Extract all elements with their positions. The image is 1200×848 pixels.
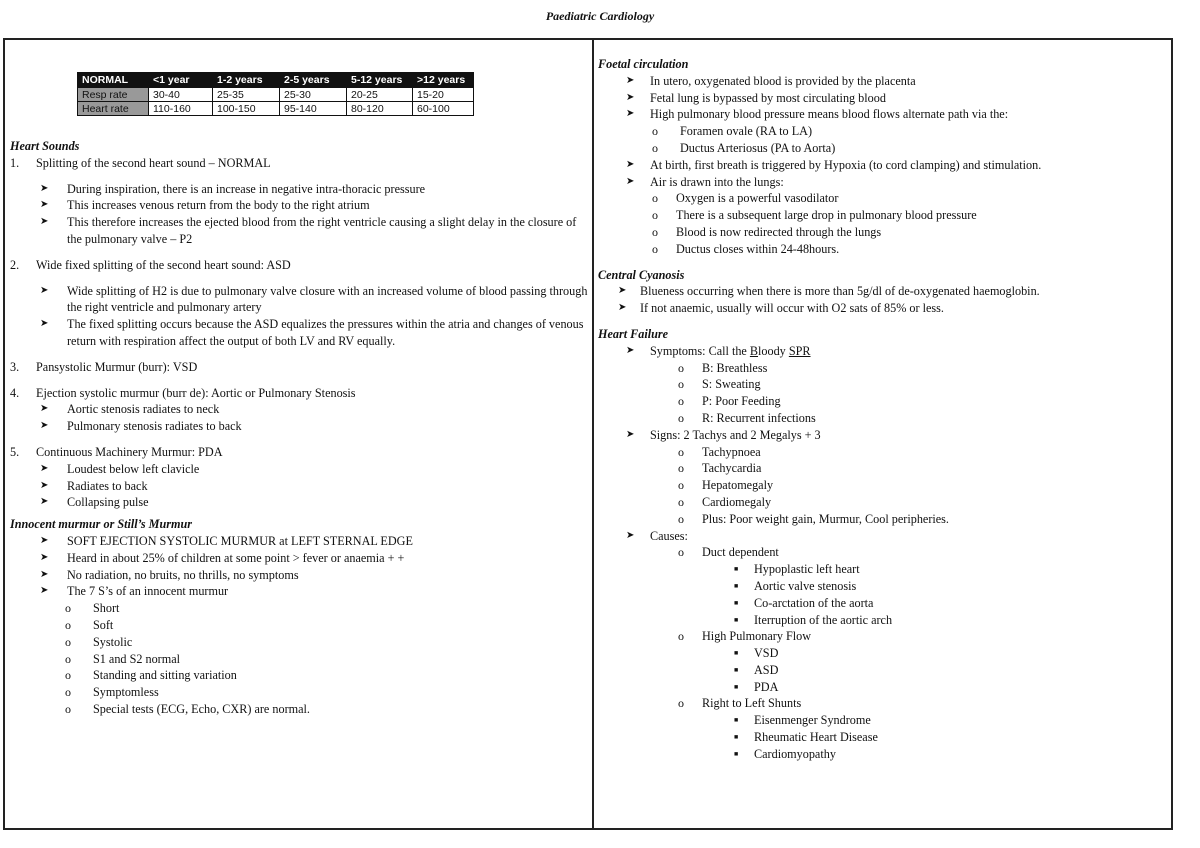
circle-bullet-icon: o bbox=[65, 668, 71, 683]
foetal-circulation-heading: Foetal circulation bbox=[598, 57, 689, 71]
table-header-cell: <1 year bbox=[149, 73, 213, 88]
arrow-bullet-icon: ➤ bbox=[40, 479, 49, 491]
list-item: 4. Ejection systolic murmur (burr de): Aortic or Pulmonary Stenosis bbox=[10, 385, 356, 400]
heart-sounds-heading: Heart Sounds bbox=[10, 139, 80, 153]
central-cyanosis-heading: Central Cyanosis bbox=[598, 267, 685, 282]
list-item: ➤ Radiates to back bbox=[40, 478, 148, 493]
page-title: Paediatric Cardiology bbox=[545, 9, 655, 23]
table-row-label: Resp rate bbox=[78, 88, 149, 102]
list-item: ➤ Heard in about 25% of children at some point > fever or anaemia + + bbox=[40, 550, 405, 565]
arrow-bullet-icon: ➤ bbox=[40, 284, 49, 296]
list-item: ■ ASD bbox=[734, 662, 779, 677]
square-bullet-icon: ■ bbox=[734, 665, 739, 674]
arrow-bullet-icon: ➤ bbox=[626, 529, 635, 541]
table-cell: 20-25 bbox=[347, 88, 413, 102]
circle-bullet-icon: o bbox=[652, 124, 658, 139]
list-item: ■ Hypoplastic left heart bbox=[734, 562, 860, 577]
list-item: o Right to Left Shunts bbox=[678, 696, 802, 711]
square-bullet-icon: ■ bbox=[734, 733, 739, 742]
circle-bullet-icon: o bbox=[65, 685, 71, 700]
left-column bbox=[10, 138, 588, 718]
list-item: 2. Wide fixed splitting of the second heart sound: ASD bbox=[10, 257, 291, 272]
column-divider bbox=[592, 40, 594, 828]
table-cell: 60-100 bbox=[413, 102, 474, 116]
table-cell: 15-20 bbox=[413, 88, 474, 102]
square-bullet-icon: ■ bbox=[734, 615, 739, 624]
circle-bullet-icon: o bbox=[652, 191, 658, 206]
square-bullet-icon: ■ bbox=[734, 749, 739, 758]
circle-bullet-icon: o bbox=[652, 241, 658, 256]
list-item: ■ Eisenmenger Syndrome bbox=[734, 713, 871, 728]
list-item: 3. Pansystolic Murmur (burr): VSD bbox=[10, 359, 198, 374]
innocent-murmur-heading: Innocent murmur or Still’s Murmur bbox=[10, 517, 192, 532]
square-bullet-icon: ■ bbox=[734, 598, 739, 607]
circle-bullet-icon: o bbox=[652, 140, 658, 155]
list-item: o Standing and sitting variation bbox=[65, 668, 237, 683]
circle-bullet-icon: o bbox=[678, 545, 684, 560]
circle-bullet-icon: o bbox=[65, 617, 71, 632]
list-item: o Cardiomegaly bbox=[678, 494, 772, 509]
list-item: ➤ Blueness occurring when there is more than 5g/dl of de-oxygenated haemoglobin. bbox=[618, 284, 1040, 299]
arrow-bullet-icon: ➤ bbox=[40, 216, 49, 228]
list-item: o B: Breathless bbox=[678, 360, 768, 375]
table-cell: 100-150 bbox=[213, 102, 280, 116]
list-item: ➤ Collapsing pulse bbox=[40, 495, 149, 510]
circle-bullet-icon: o bbox=[652, 208, 658, 223]
circle-bullet-icon: o bbox=[678, 494, 684, 509]
arrow-bullet-icon: ➤ bbox=[626, 428, 635, 440]
arrow-bullet-icon: ➤ bbox=[40, 585, 49, 597]
circle-bullet-icon: o bbox=[65, 701, 71, 716]
list-item: o Symptomless bbox=[65, 685, 159, 700]
arrow-bullet-icon: ➤ bbox=[40, 496, 49, 508]
list-item: o Ductus Arteriosus (PA to Aorta) bbox=[652, 140, 836, 155]
table-cell: 25-35 bbox=[213, 88, 280, 102]
list-item: ➤ Loudest below left clavicle bbox=[40, 461, 200, 476]
list-item: o Oxygen is a powerful vasodilator bbox=[652, 191, 839, 206]
arrow-bullet-icon: ➤ bbox=[626, 74, 635, 86]
list-item: o Short bbox=[65, 601, 120, 616]
list-item: o Blood is now redirected through the lungs bbox=[652, 224, 882, 239]
list-item: ■ Iterruption of the aortic arch bbox=[734, 612, 893, 627]
arrow-bullet-icon: ➤ bbox=[40, 551, 49, 563]
list-item: ➤ The fixed splitting occurs because the ASD equalizes the pressures within the atria and changes of venous return with respiration affect the output of both LV and RV equally. bbox=[40, 317, 584, 348]
list-item: ➤ High pulmonary blood pressure means blood flows alternate path via the: bbox=[626, 107, 1009, 122]
list-item: ➤ If not anaemic, usually will occur with O2 sats of 85% or less. bbox=[618, 301, 944, 316]
list-item: ■ Rheumatic Heart Disease bbox=[734, 730, 878, 745]
list-item: ■ PDA bbox=[734, 679, 779, 694]
arrow-bullet-icon: ➤ bbox=[618, 302, 627, 314]
normal-values-table bbox=[77, 72, 474, 116]
list-item: 5. Continuous Machinery Murmur: PDA bbox=[10, 444, 223, 459]
table-header-cell: >12 years bbox=[413, 73, 474, 88]
table-row-label: Heart rate bbox=[78, 102, 149, 116]
list-item: o S1 and S2 normal bbox=[65, 651, 181, 666]
list-item: o Hepatomegaly bbox=[678, 478, 774, 493]
table-header-cell: NORMAL bbox=[78, 73, 149, 88]
arrow-bullet-icon: ➤ bbox=[626, 91, 635, 103]
arrow-bullet-icon: ➤ bbox=[40, 568, 49, 580]
circle-bullet-icon: o bbox=[65, 651, 71, 666]
list-item: ➤ Air is drawn into the lungs: bbox=[626, 174, 784, 189]
table-cell: 80-120 bbox=[347, 102, 413, 116]
list-item: ➤ During inspiration, there is an increase in negative intra-thoracic pressure bbox=[40, 181, 426, 196]
table-row bbox=[78, 102, 474, 116]
list-item: o Foramen ovale (RA to LA) bbox=[652, 124, 813, 139]
list-item: ➤ In utero, oxygenated blood is provided by the placenta bbox=[626, 73, 916, 88]
square-bullet-icon: ■ bbox=[734, 649, 739, 658]
arrow-bullet-icon: ➤ bbox=[626, 158, 635, 170]
arrow-bullet-icon: ➤ bbox=[40, 462, 49, 474]
square-bullet-icon: ■ bbox=[734, 565, 739, 574]
square-bullet-icon: ■ bbox=[734, 716, 739, 725]
list-item: o S: Sweating bbox=[678, 377, 761, 392]
table-cell: 30-40 bbox=[149, 88, 213, 102]
table-header-row bbox=[78, 73, 474, 88]
list-item: o Soft bbox=[65, 617, 114, 632]
list-item: ➤ This increases venous return from the body to the right atrium bbox=[40, 198, 370, 213]
list-item: ➤ Symptoms: Call the Bloody SPR bbox=[626, 343, 811, 358]
list-item: o P: Poor Feeding bbox=[678, 394, 781, 409]
circle-bullet-icon: o bbox=[652, 224, 658, 239]
list-item: ➤ No radiation, no bruits, no thrills, no symptoms bbox=[40, 567, 299, 582]
right-column bbox=[598, 56, 1168, 763]
circle-bullet-icon: o bbox=[65, 634, 71, 649]
list-item: o Duct dependent bbox=[678, 545, 779, 560]
arrow-bullet-icon: ➤ bbox=[626, 344, 635, 356]
table-row bbox=[78, 88, 474, 102]
circle-bullet-icon: o bbox=[678, 629, 684, 644]
circle-bullet-icon: o bbox=[678, 444, 684, 459]
list-item: o There is a subsequent large drop in pulmonary blood pressure bbox=[652, 208, 977, 223]
arrow-bullet-icon: ➤ bbox=[40, 403, 49, 415]
list-item: ■ Co-arctation of the aorta bbox=[734, 595, 874, 610]
table-header-cell: 2-5 years bbox=[280, 73, 347, 88]
circle-bullet-icon: o bbox=[678, 478, 684, 493]
arrow-bullet-icon: ➤ bbox=[40, 420, 49, 432]
list-item: o Tachypnoea bbox=[678, 444, 761, 459]
list-item: 1. Splitting of the second heart sound – NORMAL bbox=[10, 155, 271, 170]
circle-bullet-icon: o bbox=[678, 511, 684, 526]
circle-bullet-icon: o bbox=[678, 394, 684, 409]
circle-bullet-icon: o bbox=[678, 360, 684, 375]
list-item: ➤ Signs: 2 Tachys and 2 Megalys + 3 bbox=[626, 427, 821, 442]
circle-bullet-icon: o bbox=[678, 461, 684, 476]
table-cell: 95-140 bbox=[280, 102, 347, 116]
table-header-cell: 5-12 years bbox=[347, 73, 413, 88]
list-item: ➤ The 7 S’s of an innocent murmur bbox=[40, 584, 229, 599]
list-item: ➤ SOFT EJECTION SYSTOLIC MURMUR at LEFT STERNAL EDGE bbox=[40, 533, 413, 548]
circle-bullet-icon: o bbox=[678, 696, 684, 711]
list-item: o R: Recurrent infections bbox=[678, 410, 816, 425]
list-item: o Plus: Poor weight gain, Murmur, Cool peripheries. bbox=[678, 511, 949, 526]
arrow-bullet-icon: ➤ bbox=[40, 199, 49, 211]
arrow-bullet-icon: ➤ bbox=[618, 285, 627, 297]
square-bullet-icon: ■ bbox=[734, 581, 739, 590]
list-item: ■ VSD bbox=[734, 646, 779, 661]
arrow-bullet-icon: ➤ bbox=[40, 318, 49, 330]
arrow-bullet-icon: ➤ bbox=[40, 534, 49, 546]
list-item: ➤ This therefore increases the ejected blood from the right ventricle causing a slight delay in the closure of the pulmonary valve – P2 bbox=[40, 215, 577, 246]
table-header-cell: 1-2 years bbox=[213, 73, 280, 88]
heart-failure-heading: Heart Failure bbox=[598, 326, 669, 341]
square-bullet-icon: ■ bbox=[734, 682, 739, 691]
circle-bullet-icon: o bbox=[65, 601, 71, 616]
circle-bullet-icon: o bbox=[678, 377, 684, 392]
content-frame bbox=[3, 38, 1173, 830]
list-item: ➤ At birth, first breath is triggered by Hypoxia (to cord clamping) and stimulation. bbox=[626, 157, 1042, 172]
arrow-bullet-icon: ➤ bbox=[40, 182, 49, 194]
arrow-bullet-icon: ➤ bbox=[626, 175, 635, 187]
list-item: ➤ Wide splitting of H2 is due to pulmonary valve closure with an increased volume of blood passing through the right ventricle and pulmonary artery bbox=[40, 283, 588, 315]
list-item: ➤ Causes: bbox=[626, 528, 688, 543]
list-item: ■ Aortic valve stenosis bbox=[734, 578, 857, 593]
table-cell: 25-30 bbox=[280, 88, 347, 102]
list-item: ➤ Pulmonary stenosis radiates to back bbox=[40, 419, 242, 434]
list-item: o Systolic bbox=[65, 634, 133, 649]
list-item: o Tachycardia bbox=[678, 461, 762, 476]
list-item: o Ductus closes within 24-48hours. bbox=[652, 241, 840, 256]
arrow-bullet-icon: ➤ bbox=[626, 108, 635, 120]
list-item: o High Pulmonary Flow bbox=[678, 629, 812, 644]
list-item: ➤ Fetal lung is bypassed by most circulating blood bbox=[626, 90, 886, 105]
list-item: ➤ Aortic stenosis radiates to neck bbox=[40, 402, 220, 417]
circle-bullet-icon: o bbox=[678, 410, 684, 425]
table-cell: 110-160 bbox=[149, 102, 213, 116]
list-item: o Special tests (ECG, Echo, CXR) are normal. bbox=[65, 701, 310, 716]
list-item: ■ Cardiomyopathy bbox=[734, 746, 836, 761]
